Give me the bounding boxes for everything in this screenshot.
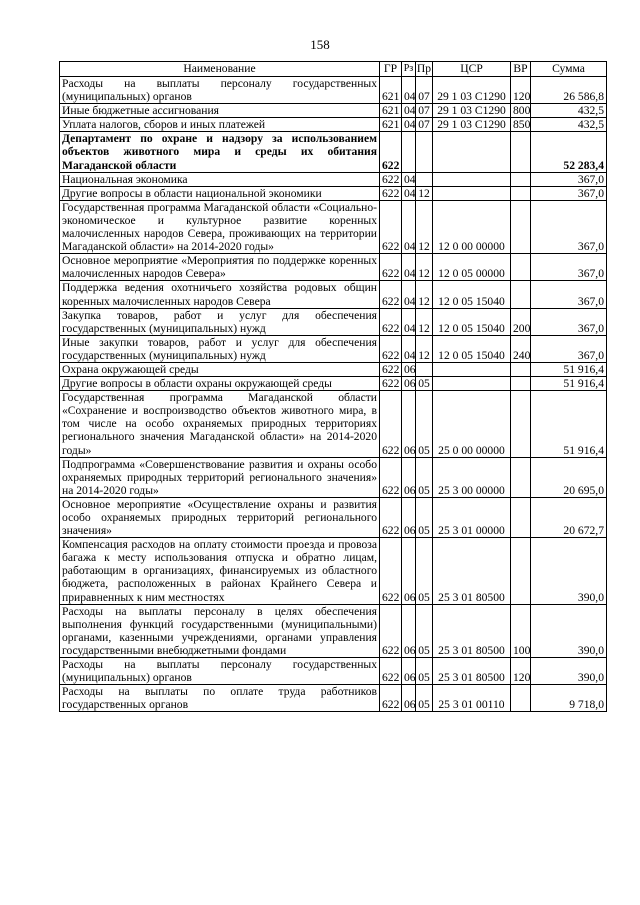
table-row bbox=[60, 377, 607, 391]
cell-name: Государственная программа Магаданской области «Сохранение и воспроизводство объектов животного мира, в том числе на особо охраняемых природных территориях регионального значения Магаданской области» на 2014-2020 годы» bbox=[60, 391, 380, 457]
cell-csr: 12 0 05 15040 bbox=[433, 335, 511, 362]
cell-csr: 29 1 03 С1290 bbox=[433, 118, 511, 132]
table-row bbox=[60, 335, 607, 362]
cell-gr: 621 bbox=[380, 104, 402, 118]
cell-rz: 04 bbox=[402, 186, 416, 200]
cell-csr: 25 3 01 80500 bbox=[433, 604, 511, 657]
cell-name: Поддержка ведения охотничьего хозяйства родовых общин коренных малочисленных народов Севера bbox=[60, 281, 380, 308]
cell-name: Государственная программа Магаданской области «Социально-экономическое и культурное развитие коренных малочисленных народов Севера, проживающих на территории Магаданской области» на 2014-2020 годы» bbox=[60, 200, 380, 253]
cell-pr: 12 bbox=[416, 281, 433, 308]
cell-pr: 05 bbox=[416, 457, 433, 497]
cell-gr: 622 bbox=[380, 186, 402, 200]
cell-rz bbox=[402, 132, 416, 172]
cell-vr: 120 bbox=[511, 658, 531, 685]
cell-vr bbox=[511, 281, 531, 308]
cell-csr bbox=[433, 362, 511, 376]
cell-csr bbox=[433, 377, 511, 391]
cell-vr bbox=[511, 685, 531, 712]
cell-csr: 25 0 00 00000 bbox=[433, 391, 511, 457]
cell-gr: 622 bbox=[380, 497, 402, 537]
cell-csr: 12 0 00 00000 bbox=[433, 200, 511, 253]
cell-rz: 06 bbox=[402, 391, 416, 457]
cell-sum: 390,0 bbox=[531, 538, 607, 604]
cell-vr bbox=[511, 132, 531, 172]
cell-csr: 12 0 05 00000 bbox=[433, 254, 511, 281]
header-vr: ВР bbox=[511, 62, 531, 77]
cell-vr: 120 bbox=[511, 77, 531, 104]
cell-sum: 51 916,4 bbox=[531, 391, 607, 457]
cell-sum: 51 916,4 bbox=[531, 362, 607, 376]
table-row bbox=[60, 172, 607, 186]
cell-pr: 12 bbox=[416, 335, 433, 362]
cell-gr: 622 bbox=[380, 254, 402, 281]
cell-rz: 06 bbox=[402, 538, 416, 604]
cell-gr: 622 bbox=[380, 281, 402, 308]
cell-sum: 20 672,7 bbox=[531, 497, 607, 537]
table-row bbox=[60, 391, 607, 457]
cell-vr: 240 bbox=[511, 335, 531, 362]
table-row bbox=[60, 362, 607, 376]
table-row bbox=[60, 104, 607, 118]
cell-pr: 05 bbox=[416, 658, 433, 685]
cell-csr: 29 1 03 С1290 bbox=[433, 104, 511, 118]
cell-vr bbox=[511, 377, 531, 391]
cell-name: Иные бюджетные ассигнования bbox=[60, 104, 380, 118]
cell-vr bbox=[511, 538, 531, 604]
cell-rz: 04 bbox=[402, 200, 416, 253]
cell-csr: 12 0 05 15040 bbox=[433, 281, 511, 308]
table-row bbox=[60, 457, 607, 497]
cell-pr: 12 bbox=[416, 186, 433, 200]
table-row bbox=[60, 132, 607, 172]
cell-sum: 367,0 bbox=[531, 186, 607, 200]
cell-pr bbox=[416, 132, 433, 172]
cell-pr: 05 bbox=[416, 604, 433, 657]
cell-pr: 12 bbox=[416, 200, 433, 253]
cell-sum: 367,0 bbox=[531, 172, 607, 186]
cell-gr: 621 bbox=[380, 77, 402, 104]
cell-gr: 622 bbox=[380, 538, 402, 604]
cell-name: Компенсация расходов на оплату стоимости проезда и провоза багажа к месту использования отпуска и обратно лицам, работающим в организациях, финансируемых из областного бюджета, расположенных в районах Крайнего Севера и приравненных к ним местностях bbox=[60, 538, 380, 604]
cell-name: Департамент по охране и надзору за использованием объектов животного мира и среды их обитания Магаданской области bbox=[60, 132, 380, 172]
cell-gr: 621 bbox=[380, 118, 402, 132]
cell-pr: 07 bbox=[416, 104, 433, 118]
cell-rz: 06 bbox=[402, 457, 416, 497]
cell-rz: 06 bbox=[402, 685, 416, 712]
cell-rz: 06 bbox=[402, 377, 416, 391]
cell-name: Другие вопросы в области национальной экономики bbox=[60, 186, 380, 200]
cell-gr: 622 bbox=[380, 658, 402, 685]
table-row bbox=[60, 658, 607, 685]
cell-name: Основное мероприятие «Осуществление охраны и развития особо охраняемых природных территорий регионального значения» bbox=[60, 497, 380, 537]
cell-vr bbox=[511, 362, 531, 376]
cell-gr: 622 bbox=[380, 457, 402, 497]
page-number: 158 bbox=[310, 37, 330, 52]
table-row bbox=[60, 77, 607, 104]
cell-vr bbox=[511, 254, 531, 281]
table-body bbox=[60, 77, 607, 712]
cell-name: Иные закупки товаров, работ и услуг для обеспечения государственных (муниципальных) нужд bbox=[60, 335, 380, 362]
cell-pr: 05 bbox=[416, 497, 433, 537]
cell-sum: 367,0 bbox=[531, 254, 607, 281]
cell-pr: 07 bbox=[416, 118, 433, 132]
table-row bbox=[60, 308, 607, 335]
cell-name: Охрана окружающей среды bbox=[60, 362, 380, 376]
cell-sum: 432,5 bbox=[531, 104, 607, 118]
cell-csr bbox=[433, 132, 511, 172]
cell-vr bbox=[511, 200, 531, 253]
header-csr: ЦСР bbox=[433, 62, 511, 77]
table-row bbox=[60, 497, 607, 537]
cell-vr: 100 bbox=[511, 604, 531, 657]
cell-pr: 07 bbox=[416, 77, 433, 104]
cell-pr bbox=[416, 172, 433, 186]
cell-vr bbox=[511, 186, 531, 200]
cell-pr: 12 bbox=[416, 308, 433, 335]
cell-gr: 622 bbox=[380, 362, 402, 376]
cell-rz: 06 bbox=[402, 604, 416, 657]
cell-gr: 622 bbox=[380, 172, 402, 186]
header-gr: ГР bbox=[380, 62, 402, 77]
cell-sum: 52 283,4 bbox=[531, 132, 607, 172]
cell-csr: 25 3 01 00000 bbox=[433, 497, 511, 537]
table-row bbox=[60, 200, 607, 253]
table-row bbox=[60, 186, 607, 200]
cell-name: Расходы на выплаты персоналу государственных (муниципальных) органов bbox=[60, 77, 380, 104]
cell-gr: 622 bbox=[380, 377, 402, 391]
cell-csr: 29 1 03 С1290 bbox=[433, 77, 511, 104]
cell-vr bbox=[511, 172, 531, 186]
header-rz: Рз bbox=[402, 62, 416, 77]
header-name: Наименование bbox=[60, 62, 380, 77]
cell-gr: 622 bbox=[380, 308, 402, 335]
table-row bbox=[60, 604, 607, 657]
cell-sum: 9 718,0 bbox=[531, 685, 607, 712]
cell-csr: 25 3 01 80500 bbox=[433, 538, 511, 604]
cell-vr bbox=[511, 391, 531, 457]
cell-sum: 20 695,0 bbox=[531, 457, 607, 497]
cell-gr: 622 bbox=[380, 200, 402, 253]
cell-pr: 05 bbox=[416, 391, 433, 457]
header-pr: Пр bbox=[416, 62, 432, 76]
table-row bbox=[60, 538, 607, 604]
cell-pr: 05 bbox=[416, 377, 433, 391]
cell-name: Основное мероприятие «Мероприятия по поддержке коренных малочисленных народов Севера» bbox=[60, 254, 380, 281]
cell-vr bbox=[511, 497, 531, 537]
cell-rz: 04 bbox=[402, 254, 416, 281]
cell-name: Другие вопросы в области охраны окружающей среды bbox=[60, 377, 380, 391]
cell-csr bbox=[433, 186, 511, 200]
cell-pr: 12 bbox=[416, 254, 433, 281]
table-row bbox=[60, 254, 607, 281]
cell-gr: 622 bbox=[380, 604, 402, 657]
cell-rz: 04 bbox=[402, 104, 416, 118]
cell-rz: 04 bbox=[402, 172, 416, 186]
cell-name: Расходы на выплаты персоналу государственных (муниципальных) органов bbox=[60, 658, 380, 685]
cell-vr: 850 bbox=[511, 118, 531, 132]
cell-name: Национальная экономика bbox=[60, 172, 380, 186]
cell-gr: 622 bbox=[380, 391, 402, 457]
cell-sum: 367,0 bbox=[531, 281, 607, 308]
table-header-row bbox=[60, 62, 607, 77]
cell-rz: 04 bbox=[402, 77, 416, 104]
cell-rz: 04 bbox=[402, 118, 416, 132]
cell-sum: 367,0 bbox=[531, 308, 607, 335]
cell-name: Подпрограмма «Совершенствование развития и охраны особо охраняемых природных территорий регионального значения» на 2014-2020 годы» bbox=[60, 457, 380, 497]
cell-name: Расходы на выплаты персоналу в целях обеспечения выполнения функций государственными (муниципальными) органами, казенными учреждениями, органами управления государственными внебюджетными фондами bbox=[60, 604, 380, 657]
cell-vr: 200 bbox=[511, 308, 531, 335]
cell-rz: 04 bbox=[402, 281, 416, 308]
table-row bbox=[60, 118, 607, 132]
cell-pr bbox=[416, 362, 433, 376]
header-sum: Сумма bbox=[531, 62, 607, 77]
cell-csr bbox=[433, 172, 511, 186]
cell-csr: 25 3 00 00000 bbox=[433, 457, 511, 497]
cell-rz: 04 bbox=[402, 335, 416, 362]
cell-sum: 51 916,4 bbox=[531, 377, 607, 391]
cell-sum: 26 586,8 bbox=[531, 77, 607, 104]
cell-sum: 390,0 bbox=[531, 604, 607, 657]
cell-vr: 800 bbox=[511, 104, 531, 118]
cell-rz: 06 bbox=[402, 497, 416, 537]
cell-name: Расходы на выплаты по оплате труда работников государственных органов bbox=[60, 685, 380, 712]
table-row bbox=[60, 685, 607, 712]
cell-pr: 05 bbox=[416, 685, 433, 712]
cell-sum: 432,5 bbox=[531, 118, 607, 132]
cell-name: Закупка товаров, работ и услуг для обеспечения государственных (муниципальных) нужд bbox=[60, 308, 380, 335]
cell-csr: 25 3 01 00110 bbox=[433, 685, 511, 712]
cell-vr bbox=[511, 457, 531, 497]
cell-sum: 367,0 bbox=[531, 335, 607, 362]
cell-rz: 04 bbox=[402, 308, 416, 335]
cell-rz: 06 bbox=[402, 658, 416, 685]
cell-sum: 367,0 bbox=[531, 200, 607, 253]
table-row bbox=[60, 281, 607, 308]
cell-name: Уплата налогов, сборов и иных платежей bbox=[60, 118, 380, 132]
cell-pr: 05 bbox=[416, 538, 433, 604]
cell-sum: 390,0 bbox=[531, 658, 607, 685]
budget-table bbox=[59, 61, 607, 712]
cell-rz: 06 bbox=[402, 362, 416, 376]
cell-gr: 622 bbox=[380, 685, 402, 712]
cell-gr: 622 bbox=[380, 335, 402, 362]
cell-gr: 622 bbox=[380, 132, 402, 172]
cell-csr: 12 0 05 15040 bbox=[433, 308, 511, 335]
cell-csr: 25 3 01 80500 bbox=[433, 658, 511, 685]
